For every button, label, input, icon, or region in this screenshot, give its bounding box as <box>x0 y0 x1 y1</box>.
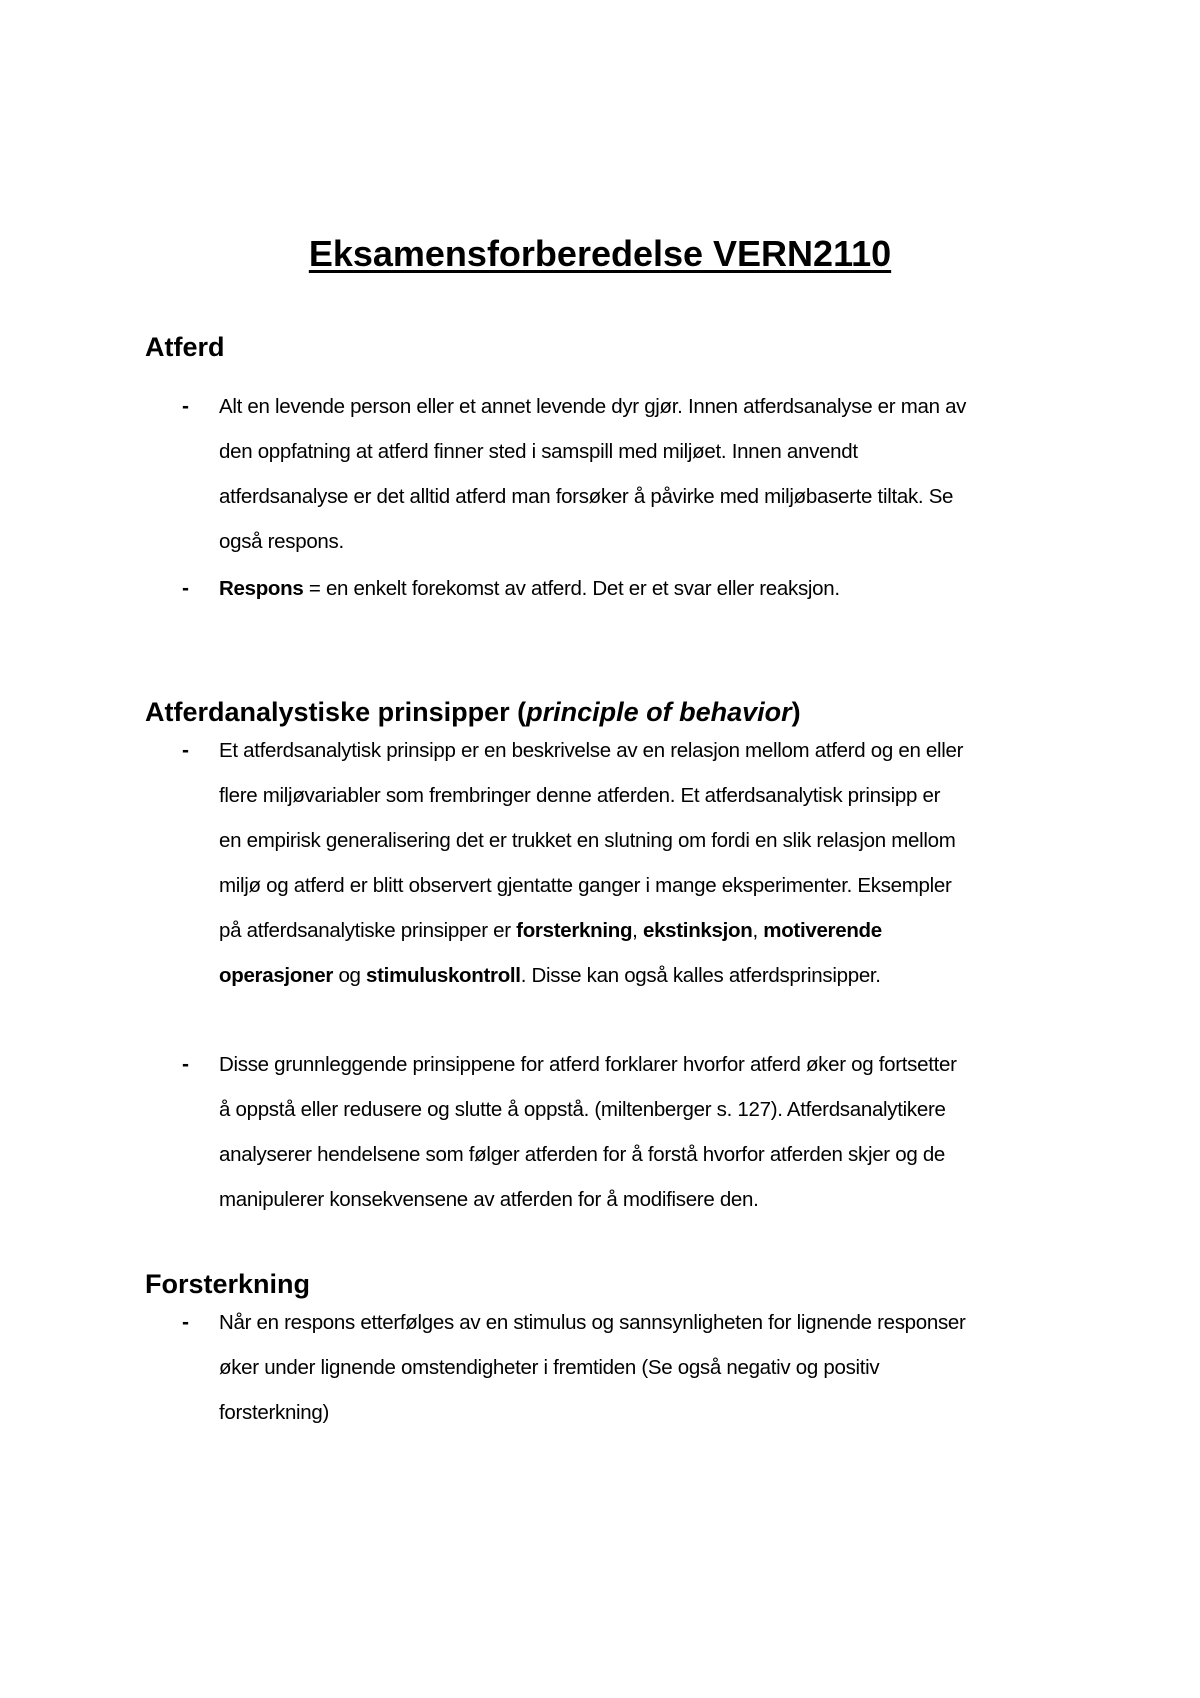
text-line: Når en respons etterfølges av en stimulus og sannsynligheten for lignende responser <box>219 1311 966 1334</box>
section-heading-forsterkning: Forsterkning <box>145 1269 311 1299</box>
text-line <box>219 566 1089 611</box>
bullet-text <box>219 728 1089 998</box>
text-line: atferdsanalyse er det alltid atferd man forsøker å påvirke med miljøbaserte tiltak. Se <box>219 485 954 508</box>
heading-end-text: ) <box>791 697 801 727</box>
text-line: den oppfatning at atferd finner sted i samspill med miljøet. Innen anvendt <box>219 440 858 463</box>
heading-main-text: Atferdanalystiske prinsipper ( <box>145 697 527 727</box>
bullet-marker: - <box>182 395 189 418</box>
line-end-text: . Disse kan også kalles atferdsprinsipper. <box>520 964 881 987</box>
term-forsterkning: forsterkning <box>516 919 633 942</box>
text-line: Et atferdsanalytisk prinsipp er en beskrivelse av en relasjon mellom atferd og en eller <box>219 739 964 762</box>
bullet-text <box>219 384 1089 564</box>
text-line: å oppstå eller redusere og slutte å oppstå. (miltenberger s. 127). Atferdsanalytikere <box>219 1098 946 1121</box>
text-line: miljø og atferd er blitt observert gjentatte ganger i mange eksperimenter. Eksempler <box>219 874 952 897</box>
line-start-text: på atferdsanalytiske prinsipper er <box>219 919 517 942</box>
term-operasjoner: operasjoner <box>219 964 334 987</box>
section-heading-prinsipper <box>145 695 801 729</box>
bullet-text <box>219 1300 1089 1435</box>
text-line: manipulerer konsekvensene av atferden for å modifisere den. <box>219 1188 759 1211</box>
text-line <box>219 953 1089 998</box>
document-title: Eksamensforberedelse VERN2110 <box>308 233 892 274</box>
separator: , <box>752 919 764 942</box>
bullet-marker: - <box>182 577 189 600</box>
heading-italic-text: principle of behavior <box>526 697 792 727</box>
text-line: analyserer hendelsene som følger atferden for å forstå hvorfor atferden skjer og de <box>219 1143 946 1166</box>
text-line: forsterkning) <box>219 1401 330 1424</box>
text-line: øker under lignende omstendigheter i fremtiden (Se også negativ og positiv <box>219 1356 880 1379</box>
bullet-text <box>219 1042 1089 1222</box>
term-stimuluskontroll: stimuluskontroll <box>366 964 521 987</box>
text-line: flere miljøvariabler som frembringer denne atferden. Et atferdsanalytisk prinsipp er <box>219 784 941 807</box>
text-line: Disse grunnleggende prinsippene for atferd forklarer hvorfor atferd øker og fortsetter <box>219 1053 957 1076</box>
bullet-marker: - <box>182 1311 189 1334</box>
term-motiverende: motiverende <box>763 919 882 942</box>
separator: og <box>333 964 367 987</box>
text-line: også respons. <box>219 530 344 553</box>
text-line: Alt en levende person eller et annet levende dyr gjør. Innen atferdsanalyse er man av <box>219 395 967 418</box>
section-heading-atferd: Atferd <box>145 332 225 362</box>
term-respons: Respons <box>219 577 304 600</box>
separator: , <box>632 919 643 942</box>
bullet-text <box>219 566 1089 611</box>
bullet-marker: - <box>182 739 189 762</box>
bullet-marker: - <box>182 1053 189 1076</box>
term-ekstinksjon: ekstinksjon <box>642 919 753 942</box>
respons-definition: = en enkelt forekomst av atferd. Det er et svar eller reaksjon. <box>303 577 840 600</box>
text-line: en empirisk generalisering det er trukket en slutning om fordi en slik relasjon mellom <box>219 829 956 852</box>
text-line <box>219 908 1089 953</box>
